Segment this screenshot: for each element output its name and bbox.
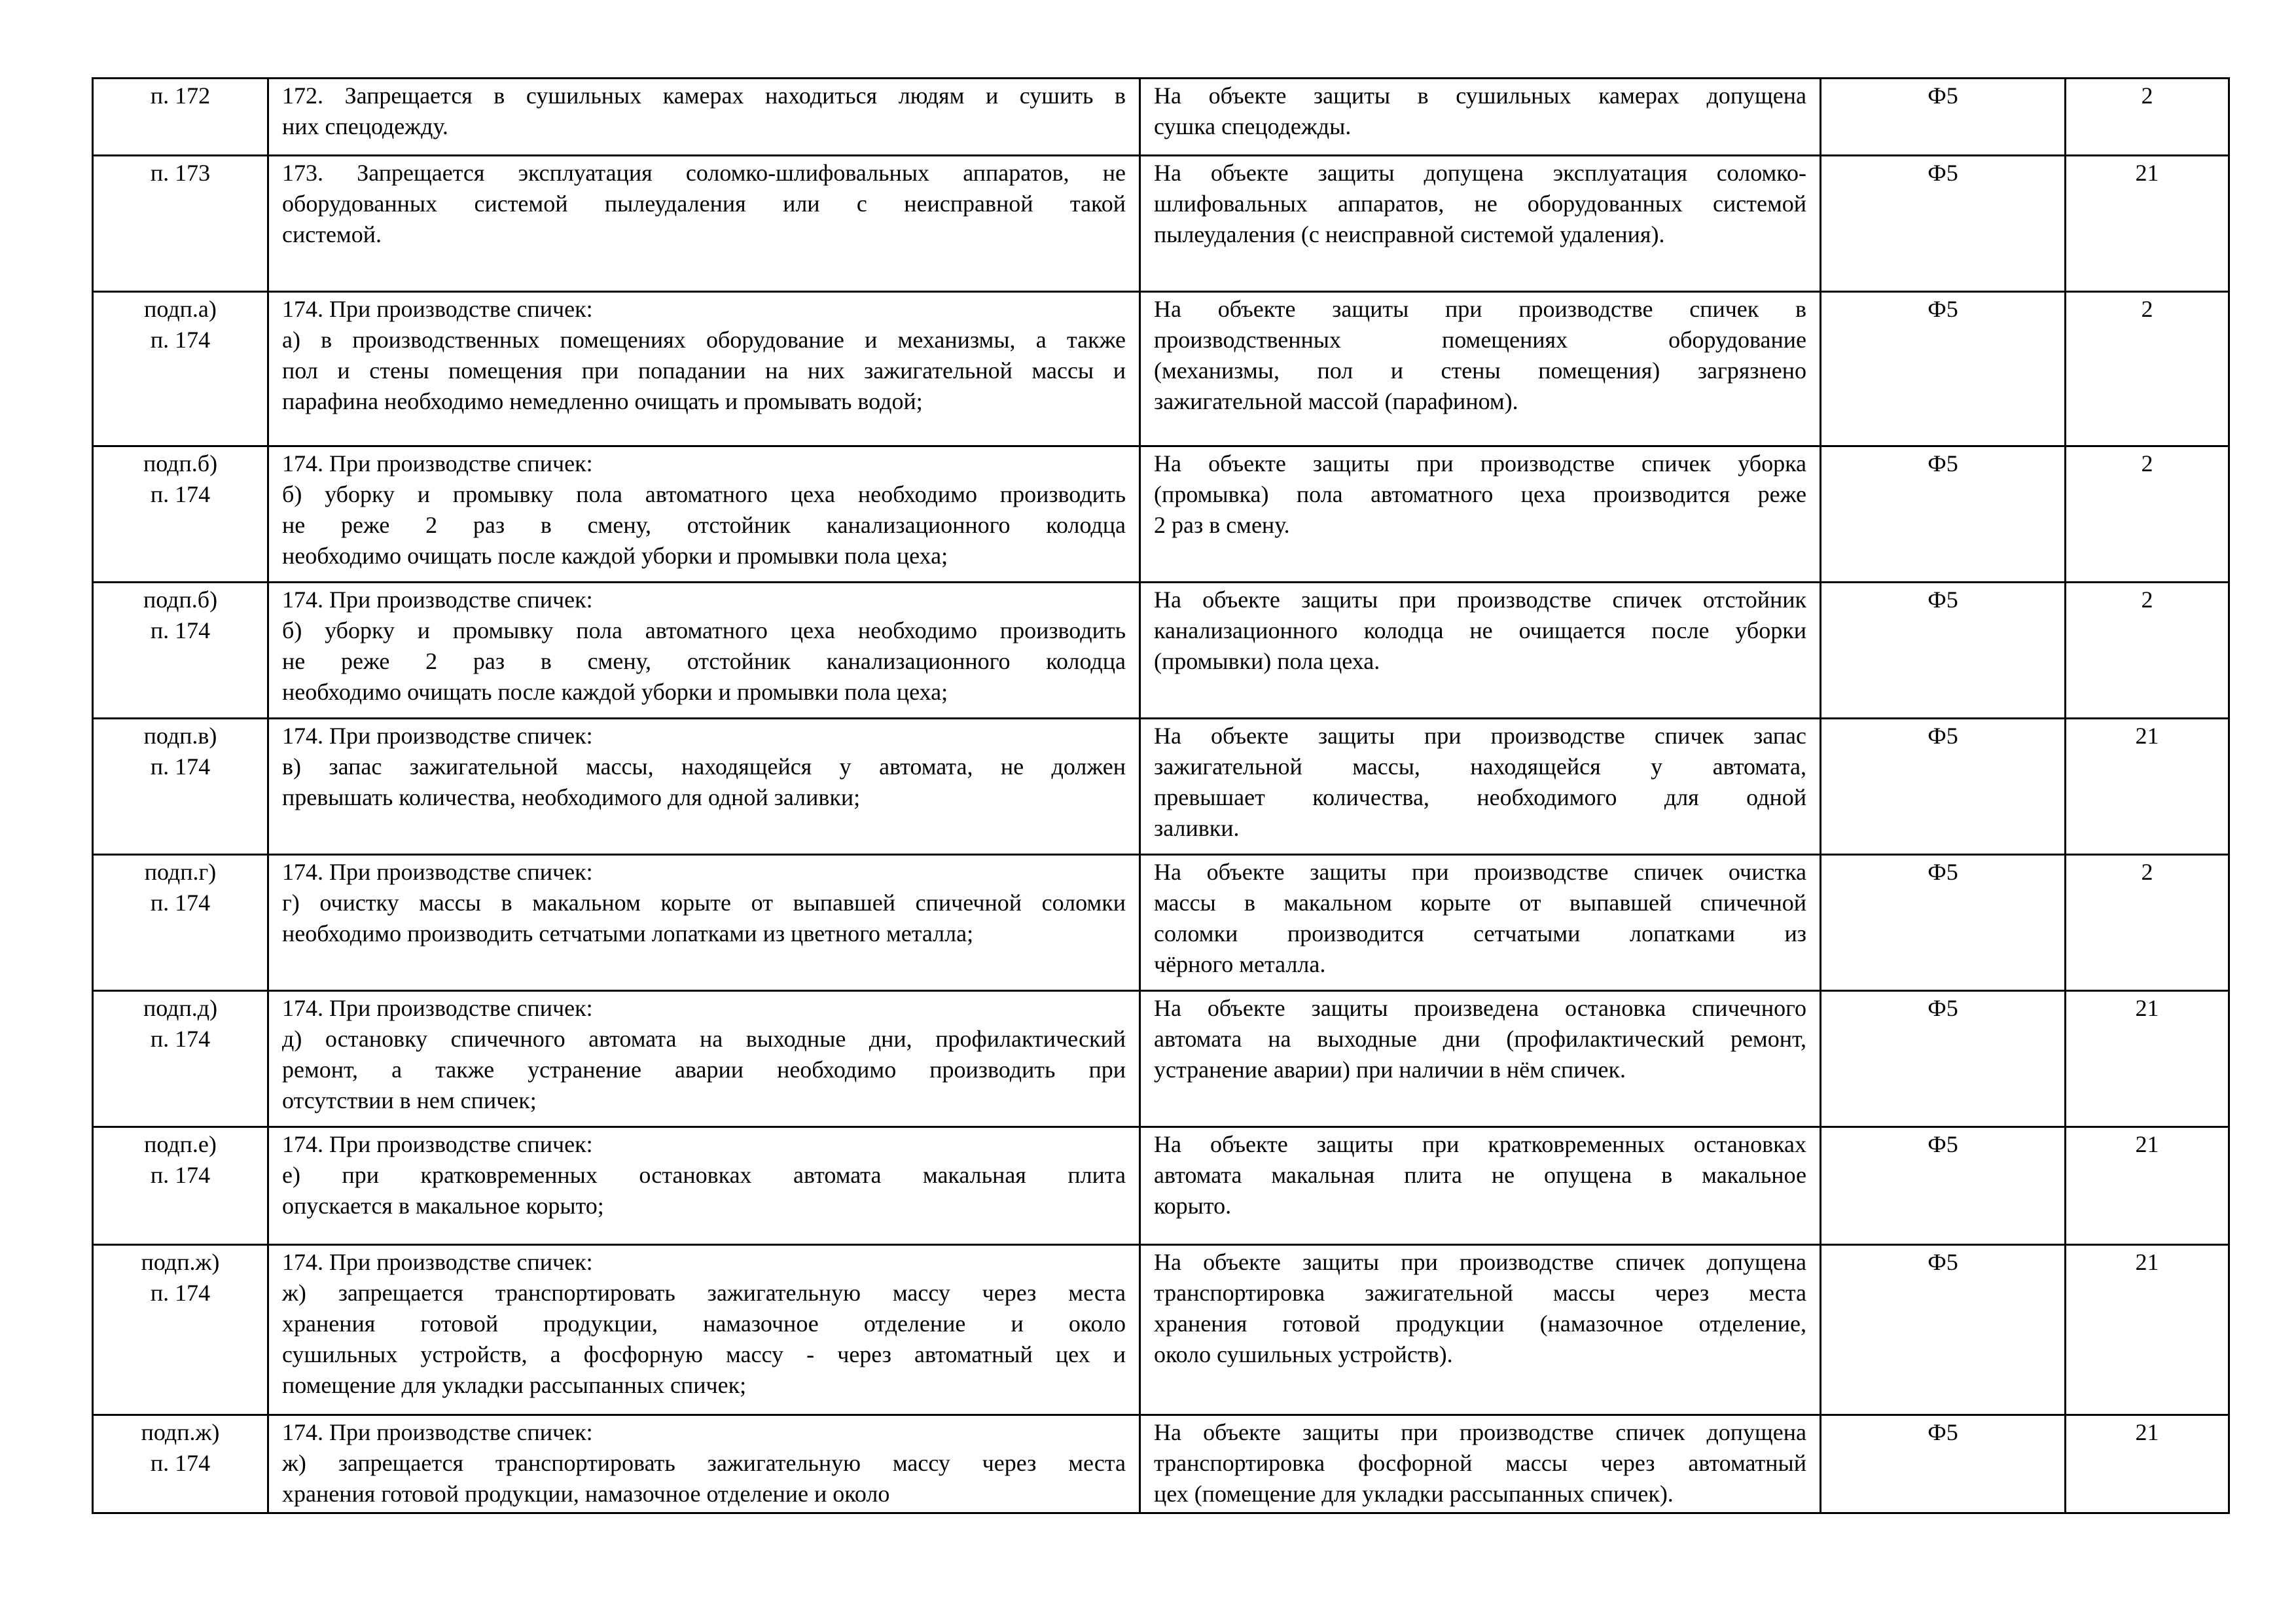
requirement-text-line: пол и стены помещения при попадании на них зажигательной массы и xyxy=(282,357,1126,384)
document-page xyxy=(92,77,2228,1514)
violation-text-line: около сушильных устройств). xyxy=(1154,1341,1453,1367)
violation-text-line: транспортировка фосфорной массы через автоматный xyxy=(1154,1450,1806,1476)
clause-reference-line: п. 172 xyxy=(150,82,211,109)
hazard-class: Ф5 xyxy=(1821,1415,2066,1513)
item-number: 21 xyxy=(2066,156,2229,292)
requirement-text-line: 174. При производстве спичек: xyxy=(282,1249,593,1275)
clause-reference-line: подп.в) xyxy=(143,723,217,749)
table-row xyxy=(93,991,2229,1127)
violation-text xyxy=(1140,991,1821,1127)
requirement-text-line: парафина необходимо немедленно очищать и промывать водой; xyxy=(282,388,923,414)
clause-reference-line: п. 173 xyxy=(150,160,211,186)
table-row xyxy=(93,156,2229,292)
violation-text-line: На объекте защиты при производстве спичек очистка xyxy=(1154,859,1806,885)
clause-reference-line: подп.ж) xyxy=(141,1249,220,1275)
hazard-class: Ф5 xyxy=(1821,991,2066,1127)
violation-text-line: корыто. xyxy=(1154,1193,1232,1219)
table-row xyxy=(93,446,2229,583)
table-row xyxy=(93,855,2229,991)
clause-reference xyxy=(93,1245,268,1415)
clause-reference-line: п. 174 xyxy=(150,481,211,507)
requirement-text-line: оборудованных системой пылеудаления или с неисправной такой xyxy=(282,190,1126,217)
violation-text-line: зажигательной массы, находящейся у автомата, xyxy=(1154,753,1806,780)
hazard-class: Ф5 xyxy=(1821,79,2066,156)
requirement-text xyxy=(268,1127,1140,1245)
requirement-text xyxy=(268,446,1140,583)
requirement-text-line: а) в производственных помещениях оборудование и механизмы, а также xyxy=(282,327,1126,353)
violation-text-line: На объекте защиты допущена эксплуатация соломко- xyxy=(1154,160,1806,186)
table-row xyxy=(93,79,2229,156)
clause-reference-line: подп.е) xyxy=(144,1131,217,1157)
hazard-class: Ф5 xyxy=(1821,1245,2066,1415)
clause-reference-line: подп.д) xyxy=(143,995,218,1021)
item-number: 2 xyxy=(2066,446,2229,583)
requirement-text-line: хранения готовой продукции, намазочное отделение и около xyxy=(282,1481,890,1507)
violation-text-line: чёрного металла. xyxy=(1154,951,1326,977)
requirement-text-line: 172. Запрещается в сушильных камерах находиться людям и сушить в xyxy=(282,82,1126,109)
requirement-text-line: 174. При производстве спичек: xyxy=(282,450,593,477)
requirement-text-line: системой. xyxy=(282,221,382,247)
clause-reference-line: п. 174 xyxy=(150,753,211,780)
violation-text-line: На объекте защиты при производстве спичек допущена xyxy=(1154,1419,1806,1445)
requirement-text-line: 173. Запрещается эксплуатация соломко-шлифовальных аппаратов, не xyxy=(282,160,1126,186)
violation-text-line: производственных помещениях оборудование xyxy=(1154,327,1806,353)
clause-reference xyxy=(93,583,268,719)
violation-text xyxy=(1140,1245,1821,1415)
requirement-text-line: необходимо производить сетчатыми лопатками из цветного металла; xyxy=(282,920,974,947)
violation-text-line: На объекте защиты при производстве спичек уборка xyxy=(1154,450,1806,477)
violation-text xyxy=(1140,292,1821,446)
violation-text-line: На объекте защиты при производстве спичек запас xyxy=(1154,723,1806,749)
violation-text-line: (механизмы, пол и стены помещения) загрязнено xyxy=(1154,357,1806,384)
clause-reference-line: п. 174 xyxy=(150,1162,211,1188)
requirement-text-line: г) очистку массы в макальном корыте от выпавшей спичечной соломки xyxy=(282,890,1126,916)
violation-text-line: автомата на выходные дни (профилактический ремонт, xyxy=(1154,1026,1806,1052)
hazard-class: Ф5 xyxy=(1821,156,2066,292)
clause-reference xyxy=(93,991,268,1127)
violation-text-line: На объекте защиты при производстве спичек отстойник xyxy=(1154,586,1806,613)
table-row xyxy=(93,719,2229,855)
violation-text-line: (промывки) пола цеха. xyxy=(1154,648,1380,674)
requirement-text xyxy=(268,1415,1140,1513)
violation-text-line: (промывка) пола автоматного цеха производится реже xyxy=(1154,481,1806,507)
clause-reference-line: п. 174 xyxy=(150,1280,211,1306)
violation-text-line: шлифовальных аппаратов, не оборудованных системой xyxy=(1154,190,1806,217)
violation-text-line: На объекте защиты при производстве спичек в xyxy=(1154,296,1806,322)
hazard-class: Ф5 xyxy=(1821,292,2066,446)
clause-reference-line: п. 174 xyxy=(150,890,211,916)
clause-reference xyxy=(93,292,268,446)
violation-text-line: 2 раз в смену. xyxy=(1154,512,1290,538)
violation-text xyxy=(1140,583,1821,719)
violation-text xyxy=(1140,855,1821,991)
violation-text-line: устранение аварии) при наличии в нём спичек. xyxy=(1154,1056,1626,1083)
clause-reference-line: п. 174 xyxy=(150,1450,211,1476)
table-row xyxy=(93,1415,2229,1513)
requirement-text xyxy=(268,292,1140,446)
violation-text-line: канализационного колодца не очищается после уборки xyxy=(1154,617,1806,643)
requirement-text-line: опускается в макальное корыто; xyxy=(282,1193,604,1219)
requirement-text-line: помещение для укладки рассыпанных спичек; xyxy=(282,1372,747,1398)
requirement-text-line: не реже 2 раз в смену, отстойник канализационного колодца xyxy=(282,512,1126,538)
requirement-text xyxy=(268,719,1140,855)
violation-text-line: массы в макальном корыте от выпавшей спичечной xyxy=(1154,890,1806,916)
violation-text xyxy=(1140,1415,1821,1513)
requirement-text-line: сушильных устройств, а фосфорную массу - через автоматный цех и xyxy=(282,1341,1126,1367)
requirement-text-line: в) запас зажигательной массы, находящейся у автомата, не должен xyxy=(282,753,1126,780)
hazard-class: Ф5 xyxy=(1821,855,2066,991)
requirement-text-line: 174. При производстве спичек: xyxy=(282,296,593,322)
item-number: 2 xyxy=(2066,583,2229,719)
violation-text-line: На объекте защиты произведена остановка спичечного xyxy=(1154,995,1806,1021)
clause-reference-line: подп.г) xyxy=(144,859,217,885)
requirement-text xyxy=(268,79,1140,156)
clause-reference-line: п. 174 xyxy=(150,327,211,353)
violation-text-line: транспортировка зажигательной массы через места xyxy=(1154,1280,1806,1306)
violation-text-line: На объекте защиты в сушильных камерах допущена xyxy=(1154,82,1806,109)
requirement-text-line: отсутствии в нем спичек; xyxy=(282,1087,537,1113)
table-row xyxy=(93,1127,2229,1245)
requirement-text-line: превышать количества, необходимого для одной заливки; xyxy=(282,784,861,810)
violation-text-line: превышает количества, необходимого для одной xyxy=(1154,784,1806,810)
violation-text-line: соломки производится сетчатыми лопатками из xyxy=(1154,920,1806,947)
violation-text xyxy=(1140,1127,1821,1245)
requirement-text-line: б) уборку и промывку пола автоматного цеха необходимо производить xyxy=(282,481,1126,507)
violation-text xyxy=(1140,156,1821,292)
requirement-text-line: б) уборку и промывку пола автоматного цеха необходимо производить xyxy=(282,617,1126,643)
requirement-text-line: е) при кратковременных остановках автомата макальная плита xyxy=(282,1162,1126,1188)
violation-text-line: На объекте защиты при кратковременных остановках xyxy=(1154,1131,1806,1157)
hazard-class: Ф5 xyxy=(1821,583,2066,719)
clause-reference-line: п. 174 xyxy=(150,617,211,643)
hazard-class: Ф5 xyxy=(1821,719,2066,855)
clause-reference-line: подп.б) xyxy=(143,450,218,477)
clause-reference-line: подп.б) xyxy=(143,586,218,613)
clause-reference xyxy=(93,855,268,991)
requirement-text-line: необходимо очищать после каждой уборки и промывки пола цеха; xyxy=(282,543,948,569)
requirement-text-line: 174. При производстве спичек: xyxy=(282,1419,593,1445)
requirement-text-line: не реже 2 раз в смену, отстойник канализационного колодца xyxy=(282,648,1126,674)
table-row xyxy=(93,1245,2229,1415)
violation-text-line: заливки. xyxy=(1154,815,1240,841)
item-number: 2 xyxy=(2066,79,2229,156)
clause-reference xyxy=(93,719,268,855)
violation-text-line: цех (помещение для укладки рассыпанных спичек). xyxy=(1154,1481,1674,1507)
requirement-text-line: 174. При производстве спичек: xyxy=(282,1131,593,1157)
item-number: 21 xyxy=(2066,719,2229,855)
violation-text xyxy=(1140,446,1821,583)
requirement-text-line: необходимо очищать после каждой уборки и промывки пола цеха; xyxy=(282,679,948,705)
requirement-text xyxy=(268,991,1140,1127)
requirement-text xyxy=(268,1245,1140,1415)
item-number: 21 xyxy=(2066,1245,2229,1415)
table-row xyxy=(93,292,2229,446)
requirement-text-line: 174. При производстве спичек: xyxy=(282,586,593,613)
requirements-table xyxy=(92,77,2230,1514)
requirement-text-line: 174. При производстве спичек: xyxy=(282,859,593,885)
clause-reference-line: подп.ж) xyxy=(141,1419,220,1445)
violation-text xyxy=(1140,719,1821,855)
item-number: 21 xyxy=(2066,1127,2229,1245)
requirement-text-line: 174. При производстве спичек: xyxy=(282,995,593,1021)
clause-reference-line: подп.а) xyxy=(144,296,217,322)
violation-text-line: хранения готовой продукции (намазочное отделение, xyxy=(1154,1310,1806,1337)
requirement-text-line: д) остановку спичечного автомата на выходные дни, профилактический xyxy=(282,1026,1126,1052)
item-number: 2 xyxy=(2066,855,2229,991)
item-number: 21 xyxy=(2066,1415,2229,1513)
hazard-class: Ф5 xyxy=(1821,1127,2066,1245)
clause-reference xyxy=(93,1415,268,1513)
table-row xyxy=(93,583,2229,719)
requirement-text-line: них спецодежду. xyxy=(282,113,448,139)
violation-text-line: пылеудаления (с неисправной системой удаления). xyxy=(1154,221,1665,247)
requirement-text-line: хранения готовой продукции, намазочное отделение и около xyxy=(282,1310,1126,1337)
violation-text-line: На объекте защиты при производстве спичек допущена xyxy=(1154,1249,1806,1275)
requirement-text-line: ж) запрещается транспортировать зажигательную массу через места xyxy=(282,1450,1126,1476)
violation-text-line: зажигательной массой (парафином). xyxy=(1154,388,1518,414)
hazard-class: Ф5 xyxy=(1821,446,2066,583)
requirement-text-line: ремонт, а также устранение аварии необходимо производить при xyxy=(282,1056,1126,1083)
requirement-text xyxy=(268,583,1140,719)
clause-reference xyxy=(93,446,268,583)
item-number: 2 xyxy=(2066,292,2229,446)
clause-reference-line: п. 174 xyxy=(150,1026,211,1052)
violation-text xyxy=(1140,79,1821,156)
requirement-text xyxy=(268,156,1140,292)
requirement-text-line: ж) запрещается транспортировать зажигательную массу через места xyxy=(282,1280,1126,1306)
item-number: 21 xyxy=(2066,991,2229,1127)
violation-text-line: сушка спецодежды. xyxy=(1154,113,1352,139)
requirement-text-line: 174. При производстве спичек: xyxy=(282,723,593,749)
clause-reference xyxy=(93,1127,268,1245)
violation-text-line: автомата макальная плита не опущена в макальное xyxy=(1154,1162,1806,1188)
table-body xyxy=(93,79,2229,1513)
requirement-text xyxy=(268,855,1140,991)
clause-reference xyxy=(93,156,268,292)
clause-reference xyxy=(93,79,268,156)
